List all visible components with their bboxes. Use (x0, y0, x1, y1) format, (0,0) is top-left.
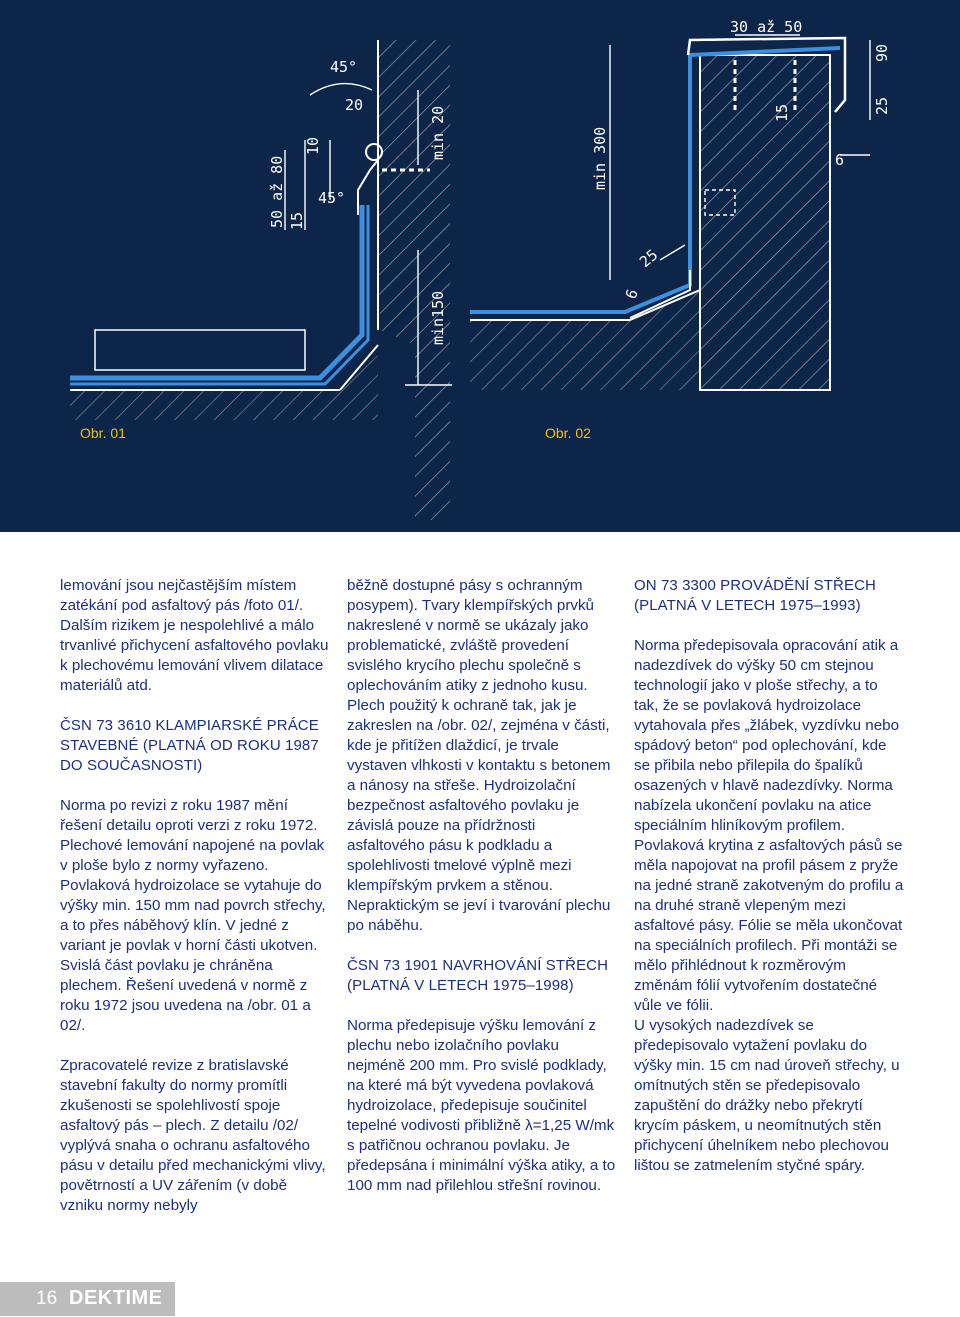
paragraph: Zpracovatelé revize z bratislavské stavební fakulty do normy promítli zkušenosti se spolehlivostí spoje asfaltový pás – plech. Z detailu /02/ vyplývá snaha o ochranu asfaltového pásu v detailu před mechanickými vlivy, povětrností a UV zářením (v době vzniku normy nebyly (60, 1057, 326, 1214)
dim-label: 50 až 80 (268, 155, 286, 228)
figure-01-drawing (70, 40, 452, 520)
dim-label: 25 (636, 245, 662, 272)
page-number: 16 (36, 1288, 58, 1309)
paragraph: Plech použitý k ochraně tak, jak je zakreslen na /obr. 02/, zejména v části, kde je přitížen dlaždicí, je trvale vystaven vlhkosti v kontaktu s betonem a nánosy na střeše. Hydroizolační bezpečnost asfaltového povlaku je závislá pouze na přídržnosti asfaltového pásu k podkladu a spolehlivosti tmelové výplně mezi klempířským prvkem a stěnou. Nepraktickým se jeví i tvarování plechu po náběhu. (347, 697, 611, 934)
dim-label: min 20 (429, 105, 447, 160)
dim-label: 15 (288, 211, 306, 230)
dim-label: 10 (304, 136, 322, 155)
page-footer (0, 1282, 175, 1316)
figure-02-caption: Obr. 02 (545, 425, 591, 441)
technical-drawings-panel (0, 0, 960, 532)
dim-label: 6 (835, 151, 845, 169)
section-heading: ON 73 3300 PROVÁDĚNÍ STŘECH (PLATNÁ V LETECH 1975–1993) (634, 577, 876, 614)
figure-01-caption: Obr. 01 (80, 425, 126, 441)
paragraph: Norma předepisuje výšku lemování z plechu nebo izolačního povlaku nejméně 200 mm. Pro svislé podklady, na které má být vyvedena povlaková hydroizolace, předepisuje součinitel tepelné vodivosti přibližně λ=1,25 W/mk s patřičnou ochranou povlaku. Je předepsána i minimální výška atiky, a to 100 mm nad přilehlou střešní rovinou. (347, 1017, 616, 1194)
paragraph: Norma předepisovala opracování atik a nadezdívek do výšky 50 cm stejnou technologií jako v ploše střechy, a to tak, že se povlaková hydroizolace vytahovala přes „žlábek, vyzdívku nebo spádový beton“ pod oplechování, kde se přibila nebo přilepila do špalíků osazených v hlavě nadezdívky. Norma nabízela ukončení povlaku na atice speciálním hliníkovým profilem. Povlaková krytina z asfaltových pásů se měla napojovat na profil pásem z pryže na jedné straně zakotveným do profilu a na druhé straně vlepeným mezi asfaltové pásy. Fólie se měla ukončovat na speciálních profilech. Při montáži se mělo přihlédnout k rozměrovým změnám fólií vytvořením dostatečné vůle ve fólii. (634, 637, 904, 1014)
dim-label: 90 (873, 43, 891, 62)
text-column-2 (347, 576, 617, 1196)
dim-label: 30 až 50 (730, 18, 803, 36)
text-column-3 (634, 576, 904, 1176)
brand-logo-text: DEKTIME (69, 1287, 163, 1309)
paragraph: lemování jsou nejčastějším místem zatékání pod asfaltový pás /foto 01/. Dalším rizikem je nespolehlivé a málo trvanlivé přichycení asfaltového povlaku k plechovému lemování vlivem dilatace materiálů atd. (60, 577, 329, 694)
dim-label: 45° (330, 58, 358, 76)
paragraph: běžně dostupné pásy s ochranným posypem). Tvary klempířských prvků nakreslené v normě se ukázaly jako problematické, zvláště provedení svislého krycího plechu společně s oplechováním atiky z jednoho kusu. (347, 577, 595, 694)
dim-label: 6 (621, 286, 642, 302)
paragraph: Norma po revizi z roku 1987 mění řešení detailu oproti verzi z roku 1972. Plechové lemování napojené na povlak v ploše bylo z normy vyřazeno. Povlaková hydroizolace se vytahuje do výšky min. 150 mm nad povrch střechy, a to přes náběhový klín. V jedné z variant je povlak v horní části ukotven. Svislá část povlaku je chráněna plechem. Řešení uvedená v normě z roku 1972 jsou uvedena na /obr. 01 a 02/. (60, 797, 326, 1034)
dim-label: 20 (345, 96, 364, 114)
flashing-detail-drawings (0, 0, 960, 532)
text-column-1 (60, 576, 330, 1216)
section-heading: ČSN 73 3610 KLAMPIARSKÉ PRÁCE STAVEBNÉ (PLATNÁ OD ROKU 1987 DO SOUČASNOSTI) (60, 717, 319, 774)
dim-label: min150 (429, 290, 447, 345)
dim-label: 15 (773, 103, 791, 122)
paragraph: U vysokých nadezdívek se předepisovalo vytažení povlaku do výšky min. 15 cm nad úroveň střechy, u omítnutých stěn se předepisovalo zapuštění do drážky nebo překrytí krycím páskem, u neomítnutých stěn přichycení úhelníkem nebo plechovou lištou se zatmelením styčné spáry. (634, 1017, 900, 1174)
dim-label: 45° (318, 189, 346, 207)
section-heading: ČSN 73 1901 NAVRHOVÁNÍ STŘECH (PLATNÁ V LETECH 1975–1998) (347, 957, 609, 994)
figure-02-drawing (470, 35, 870, 390)
dim-label: 25 (873, 96, 891, 115)
dim-label: min 300 (591, 126, 609, 190)
